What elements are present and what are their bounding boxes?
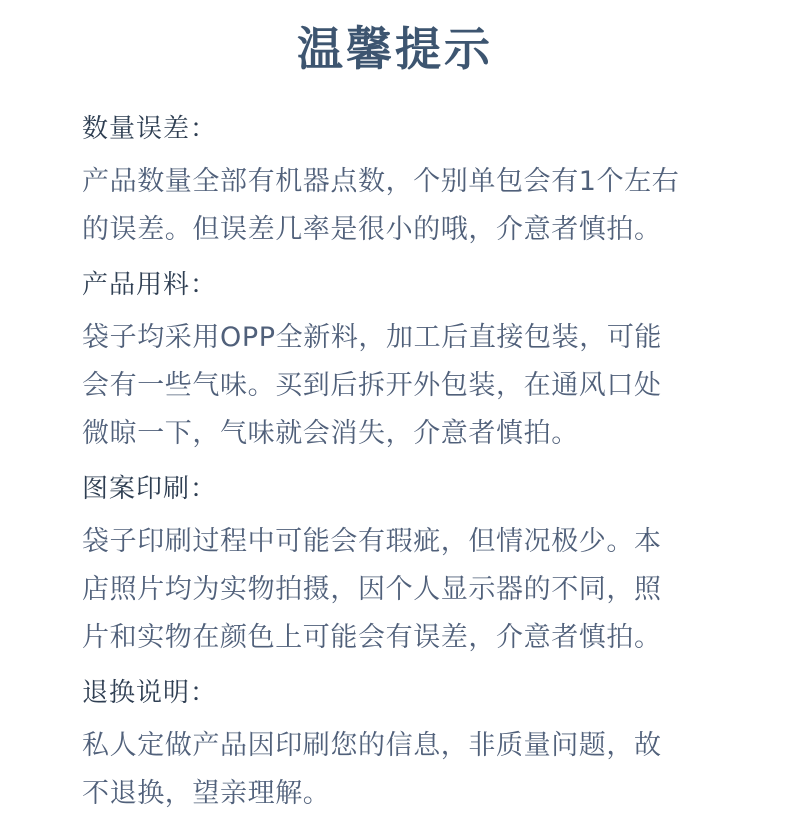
- body-line: 袋子均采用OPP全新料，加工后直接包装，可能: [82, 322, 663, 353]
- section-heading: 退换说明：: [82, 678, 218, 708]
- section-printing: [82, 472, 742, 662]
- body-line: 会有一些气味。买到后拆开外包装，在通风口处: [82, 370, 662, 401]
- section-body: [82, 518, 742, 662]
- section-heading: 产品用料：: [82, 270, 218, 300]
- page-title: 温馨提示: [297, 22, 493, 76]
- body-line: 店照片均为实物拍摄，因个人显示器的不同，照: [82, 574, 662, 605]
- section-quantity-error: [82, 112, 742, 254]
- section-body: [82, 314, 742, 458]
- body-line: 的误差。但误差几率是很小的哦，介意者慎拍。: [82, 214, 662, 245]
- section-heading: 图案印刷：: [82, 474, 218, 504]
- section-returns: [82, 676, 742, 818]
- body-line: 袋子印刷过程中可能会有瑕疵，但情况极少。本: [82, 526, 662, 557]
- body-line: 私人定做产品因印刷您的信息，非质量问题，故: [82, 730, 662, 761]
- section-materials: [82, 268, 742, 458]
- body-line: 不退换，望亲理解。: [82, 778, 331, 809]
- body-line: 片和实物在颜色上可能会有误差，介意者慎拍。: [82, 622, 662, 653]
- body-line: 微晾一下，气味就会消失，介意者慎拍。: [82, 418, 579, 449]
- section-body: [82, 158, 742, 254]
- section-heading: 数量误差：: [82, 114, 218, 144]
- body-line: 产品数量全部有机器点数，个别单包会有1个左右: [82, 166, 680, 197]
- section-body: [82, 722, 742, 818]
